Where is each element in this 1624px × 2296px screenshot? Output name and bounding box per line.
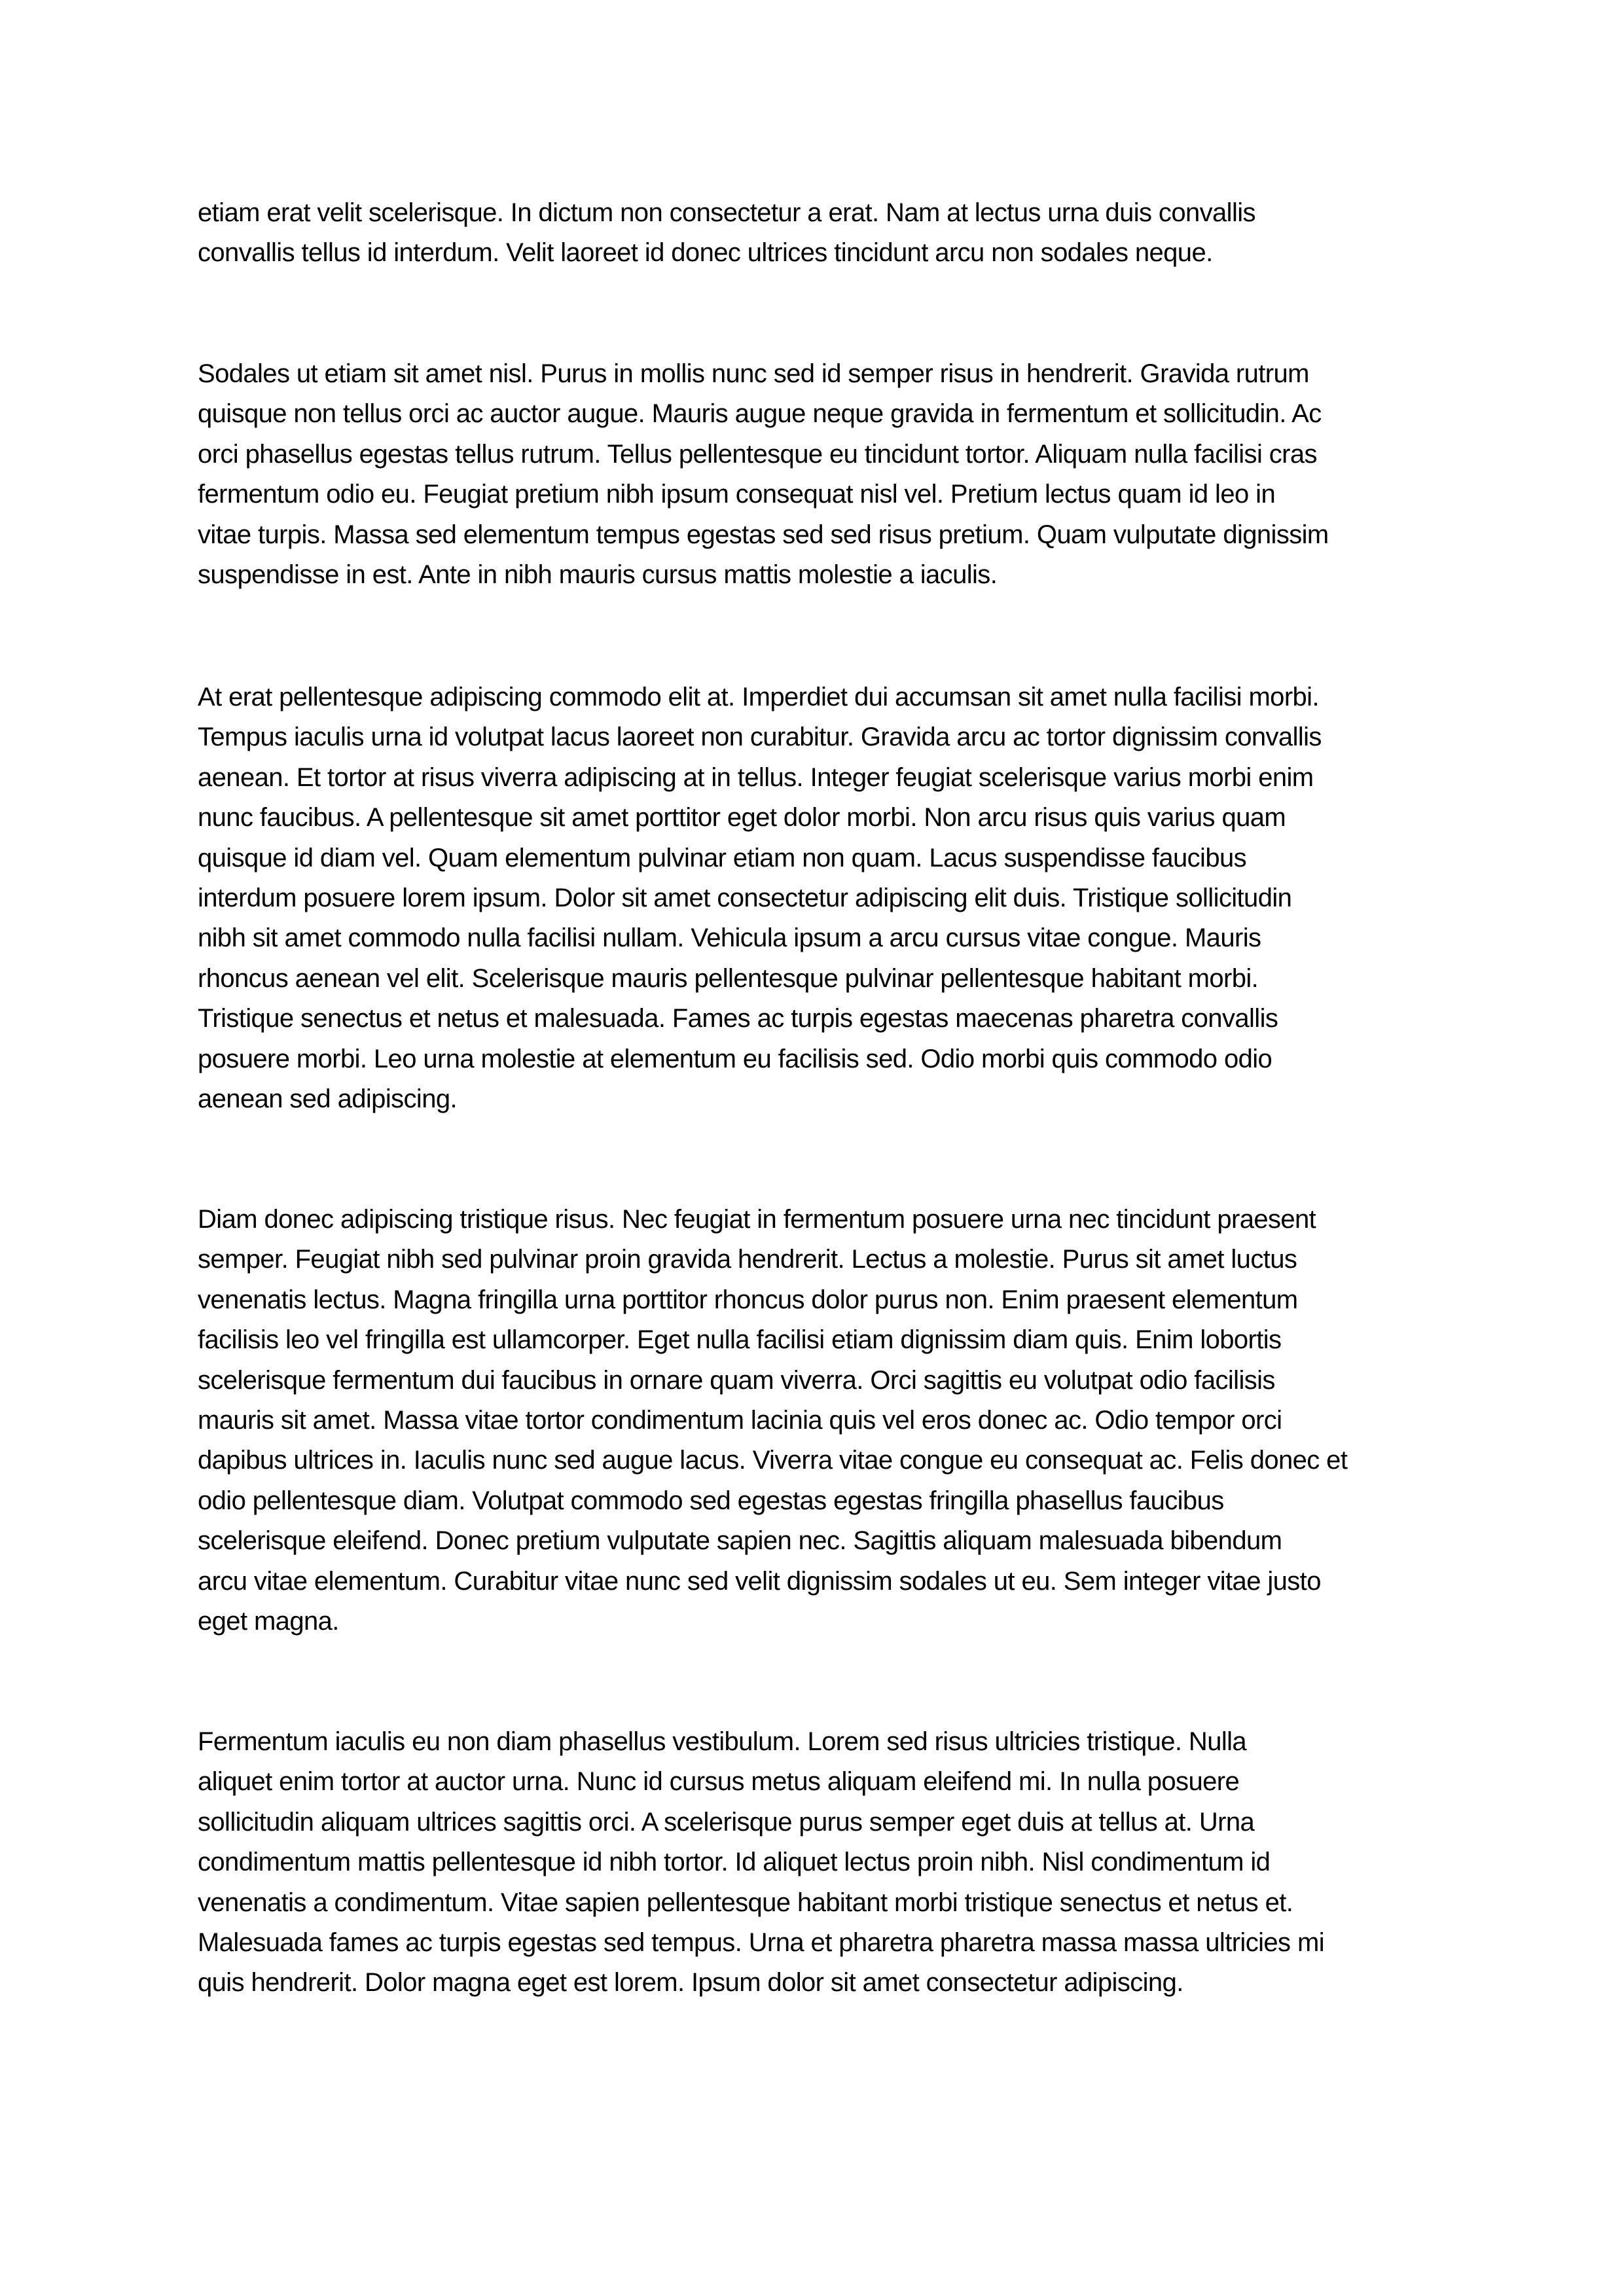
text-line: scelerisque eleifend. Donec pretium vulputate sapien nec. Sagittis aliquam malesuada bibendum bbox=[198, 1526, 1282, 1556]
text-line: semper. Feugiat nibh sed pulvinar proin gravida hendrerit. Lectus a molestie. Purus sit amet luctus bbox=[198, 1245, 1297, 1274]
text-line: etiam erat velit scelerisque. In dictum non consectetur a erat. Nam at lectus urna duis convallis bbox=[198, 198, 1255, 227]
text-line: orci phasellus egestas tellus rutrum. Tellus pellentesque eu tincidunt tortor. Aliquam nulla facilisi cras bbox=[198, 439, 1317, 469]
text-line: nunc faucibus. A pellentesque sit amet porttitor eget dolor morbi. Non arcu risus quis varius quam bbox=[198, 803, 1286, 833]
text-line: venenatis lectus. Magna fringilla urna porttitor rhoncus dolor purus non. Enim praesent elementum bbox=[198, 1285, 1298, 1314]
text-line: Malesuada fames ac turpis egestas sed tempus. Urna et pharetra pharetra massa massa ultricies mi bbox=[198, 1928, 1324, 1958]
text-line: arcu vitae elementum. Curabitur vitae nunc sed velit dignissim sodales ut eu. Sem integer vitae justo bbox=[198, 1566, 1321, 1596]
text-line: quisque id diam vel. Quam elementum pulvinar etiam non quam. Lacus suspendisse faucibus bbox=[198, 843, 1247, 872]
text-line: condimentum mattis pellentesque id nibh tortor. Id aliquet lectus proin nibh. Nisl condimentum id bbox=[198, 1848, 1271, 1877]
text-line: quis hendrerit. Dolor magna eget est lorem. Ipsum dolor sit amet consectetur adipiscing. bbox=[198, 1968, 1183, 1998]
text-line: Diam donec adipiscing tristique risus. Nec feugiat in fermentum posuere urna nec tincidunt praesent bbox=[198, 1205, 1316, 1234]
text-line: interdum posuere lorem ipsum. Dolor sit amet consectetur adipiscing elit duis. Tristique sollicitudin bbox=[198, 884, 1292, 913]
paragraph bbox=[198, 1722, 1324, 2003]
paragraph bbox=[198, 193, 1255, 274]
text-line: posuere morbi. Leo urna molestie at elementum eu facilisis sed. Odio morbi quis commodo odio bbox=[198, 1044, 1272, 1073]
text-line: dapibus ultrices in. Iaculis nunc sed augue lacus. Viverra vitae congue eu consequat ac. Felis donec et bbox=[198, 1446, 1348, 1475]
text-line: Tempus iaculis urna id volutpat lacus laoreet non curabitur. Gravida arcu ac tortor dignissim convallis bbox=[198, 723, 1322, 752]
text-line: Sodales ut etiam sit amet nisl. Purus in mollis nunc sed id semper risus in hendrerit. Gravida rutrum bbox=[198, 359, 1309, 388]
text-line: At erat pellentesque adipiscing commodo elit at. Imperdiet dui accumsan sit amet nulla facilisi morbi. bbox=[198, 683, 1319, 711]
text-line: mauris sit amet. Massa vitae tortor condimentum lacinia quis vel eros donec ac. Odio tempor orci bbox=[198, 1406, 1282, 1435]
text-line: odio pellentesque diam. Volutpat commodo sed egestas egestas fringilla phasellus faucibus bbox=[198, 1486, 1224, 1515]
text-line: sollicitudin aliquam ultrices sagittis orci. A scelerisque purus semper eget duis at tellus at. Urna bbox=[198, 1807, 1255, 1837]
text-line: suspendisse in est. Ante in nibh mauris cursus mattis molestie a iaculis. bbox=[198, 560, 998, 590]
text-line: rhoncus aenean vel elit. Scelerisque mauris pellentesque pulvinar pellentesque habitant morbi. bbox=[198, 963, 1259, 993]
text-line: quisque non tellus orci ac auctor augue. Mauris augue neque gravida in fermentum et sollicitudin. Ac bbox=[198, 399, 1322, 429]
paragraph bbox=[198, 1200, 1347, 1641]
text-line: convallis tellus id interdum. Velit laoreet id donec ultrices tincidunt arcu non sodales neque. bbox=[198, 238, 1213, 268]
text-line: vitae turpis. Massa sed elementum tempus egestas sed sed risus pretium. Quam vulputate dignissim bbox=[198, 520, 1329, 549]
text-line: eget magna. bbox=[198, 1607, 339, 1636]
text-line: scelerisque fermentum dui faucibus in ornare quam viverra. Orci sagittis eu volutpat odio facilisis bbox=[198, 1365, 1275, 1395]
text-line: nibh sit amet commodo nulla facilisi nullam. Vehicula ipsum a arcu cursus vitae congue. Mauris bbox=[198, 924, 1261, 953]
text-line: aliquet enim tortor at auctor urna. Nunc id cursus metus aliquam eleifend mi. In nulla posuere bbox=[198, 1767, 1240, 1797]
text-line: venenatis a condimentum. Vitae sapien pellentesque habitant morbi tristique senectus et netus et. bbox=[198, 1888, 1293, 1917]
text-line: facilisis leo vel fringilla est ullamcorper. Eget nulla facilisi etiam dignissim diam quis. Enim lobortis bbox=[198, 1325, 1282, 1355]
text-line: fermentum odio eu. Feugiat pretium nibh ipsum consequat nisl vel. Pretium lectus quam id leo in bbox=[198, 480, 1276, 509]
paragraph bbox=[198, 354, 1329, 595]
text-line: Tristique senectus et netus et malesuada. Fames ac turpis egestas maecenas pharetra convallis bbox=[198, 1004, 1278, 1033]
text-line: Fermentum iaculis eu non diam phasellus vestibulum. Lorem sed risus ultricies tristique. Nulla bbox=[198, 1727, 1247, 1756]
paragraph bbox=[198, 677, 1322, 1119]
text-line: aenean sed adipiscing. bbox=[198, 1085, 457, 1114]
text-line: aenean. Et tortor at risus viverra adipiscing at in tellus. Integer feugiat scelerisque varius morbi enim bbox=[198, 762, 1314, 792]
